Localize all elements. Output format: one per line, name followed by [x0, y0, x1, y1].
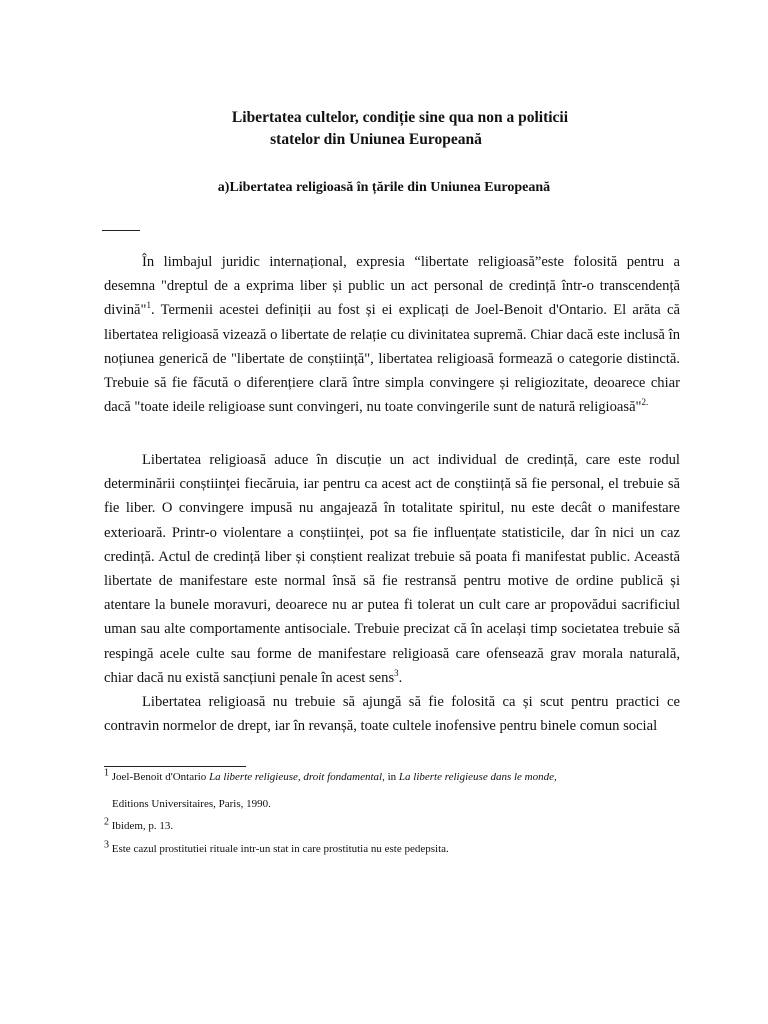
- paragraph-1-text-b: . Termenii acestei definiții au fost și ei explicați de Joel-Benoit d'Ontario. El arăta că libertatea religioasă vizează o libertate de relație cu divinitatea supremă. Chiar dacă este inclusă în noțiunea generică de "libertate de conștiință", libertatea religioasă formează o categorie distinctă. Trebuie să fie făcută o diferențiere clară între simpla convingere și religiozitate, deoarece chiar dacă "toate ideile religioase sunt convingeri, nu toate convingerile sunt de natură religioasă": [104, 302, 680, 416]
- footnote-3-number: 3: [104, 839, 109, 851]
- footnote-ref-1[interactable]: 1: [146, 300, 151, 311]
- paragraph-2-text-b: .: [398, 669, 403, 686]
- footnote-2-number: 2: [104, 816, 109, 828]
- footnote-1-publisher: Editions Universitaires, Paris, 1990.: [112, 798, 271, 810]
- paragraph-1: [104, 250, 680, 419]
- footnote-1-number: 1: [104, 767, 109, 779]
- document-title-line2: statelor din Uniunea Europeană: [270, 131, 482, 148]
- footnote-ref-2[interactable]: 2.: [641, 397, 649, 408]
- separator-line: [102, 230, 140, 231]
- section-heading: a)Libertatea religioasă în țările din Uniunea Europeană: [217, 180, 551, 195]
- paragraph-3-text: Libertatea religioasă nu trebuie să ajungă să fie folosită ca și scut pentru practici ce contravin normelor de drept, iar în revanșă, toate cultele inofensive pentru binele comun social: [104, 694, 680, 735]
- footnote-ref-3[interactable]: 3: [394, 667, 399, 678]
- footnote-3: [104, 839, 704, 856]
- footnote-1-author: Joel-Benoit d'Ontario: [109, 771, 210, 783]
- paragraph-1-text-a: În limbajul juridic internațional, expresia “libertate religioasă”este folosită pentru a desemna "dreptul de a exprima liber și public un act personal de credință într-o transcendență divină": [104, 254, 680, 319]
- footnote-1: [104, 767, 704, 784]
- footnote-1-in: in: [384, 771, 399, 783]
- footnote-2-text: Ibidem, p. 13.: [109, 820, 174, 832]
- paragraph-3: [104, 690, 680, 738]
- footnote-1-book: La liberte religieuse dans le monde,: [398, 771, 557, 783]
- paragraph-2: [104, 448, 680, 690]
- document-title-line1: Libertatea cultelor, condiție sine qua non a politicii: [231, 109, 569, 126]
- paragraph-2-text-a: Libertatea religioasă aduce în discuție un act individual de credință, care este rodul determinării conștiinței fiecăruia, iar pentru ca acest act de conștiință să fie personal, el trebuie să fie liber. O convingere impusă nu angajează în totalitate spiritul, nu este decât o manifestare exterioară. Printr-o violentare a conștiinței, pot sa fie influențate statisticile, dar în nici un caz credință. Actul de credință liber și conștient realizat trebuie să poata fi manifestat public. Această libertate de manifestare este normal însă să fie restransă pentru motive de ordine publică și atentare la bunele moravuri, deoarece nu ar putea fi tolerat un cult care ar propovădui sacrificiul uman sau alte comportamente antisociale. Trebuie precizat că în același timp societatea trebuie să respingă acele culte sau forme de manifestare religioasă care ofensează grav morala naturală, chiar dacă nu există sancțiuni penale în acest sens: [104, 452, 680, 686]
- footnote-2: [104, 816, 704, 833]
- footnote-3-text: Este cazul prostitutiei rituale intr-un stat in care prostitutia nu este pedepsita.: [109, 843, 449, 855]
- footnote-1-work: La liberte religieuse, droit fondamental,: [209, 771, 385, 783]
- footnote-separator: [104, 766, 246, 767]
